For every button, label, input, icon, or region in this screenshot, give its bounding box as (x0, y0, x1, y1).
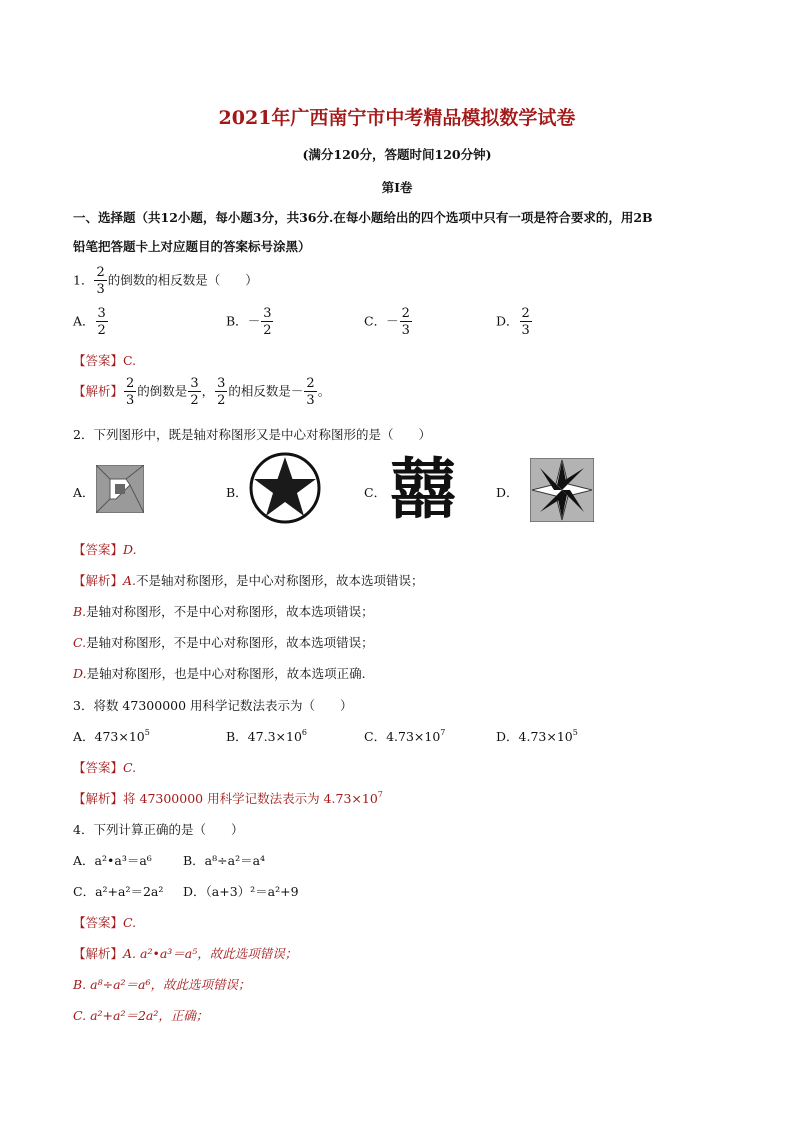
q3-option-d: D．$4.73\times 10^5$ (496, 728, 578, 744)
q1-option-d: D． $\frac{2}{3}$ (496, 306, 530, 338)
q2-analysis-line1: 【解析】A.不是轴对称图形，是中心对称图形，故本选项错误； (73, 573, 424, 588)
q4-option-c: C．a²+a²＝2a² (73, 884, 164, 899)
q2-analysis-line2: B.是轴对称图形，不是中心对称图形，故本选项错误； (73, 604, 374, 619)
pinwheel-square-figure (96, 465, 144, 513)
q4-analysis-line3: C. a²+a²＝2a²，正确； (73, 1008, 209, 1023)
q3-option-b: B．$47.3\times 10^6$ (226, 728, 307, 744)
q4-option-d: D．（a+3）²＝a²+9 (183, 884, 299, 899)
page-title: 2021年广西南宁市中考精品模拟数学试卷 (218, 107, 576, 129)
q3-option-c: C．$4.73\times 10^7$ (364, 728, 446, 744)
q3-analysis: 【解析】将 47300000 用科学记数法表示为 $4.73\times 10^7$ (73, 790, 383, 806)
q4-analysis-line1: 【解析】A. a²•a³＝a⁵，故此选项错误； (73, 946, 298, 961)
eight-point-star-figure (530, 458, 594, 522)
q4-option-a: A．a²•a³＝a⁶ (73, 853, 152, 868)
q1-option-b: B．－ $\frac{3}{2}$ (226, 306, 272, 338)
q2-option-c-label: C． (364, 485, 387, 500)
q1-analysis: 【解析】 $\frac{2}{3}$ 的倒数是 $\frac{3}{2}$ ， $\frac{3}{2}$ 的相反数是－ $\frac{2}{3}$ 。 (73, 376, 331, 408)
q4-answer: 【答案】C. (73, 915, 137, 930)
q1-option-c: C．－ $\frac{2}{3}$ (364, 306, 410, 338)
star-in-circle-figure (248, 451, 322, 525)
double-happiness-figure: 囍 (390, 451, 456, 528)
question-3-stem: 3．将数 47300000 用科学记数法表示为（ ） (73, 698, 353, 713)
volume-heading: 第Ⅰ卷 (381, 180, 413, 195)
section-heading-line1: 一、选择题（共12小题，每小题3分，共36分.在每小题给出的四个选项中只有一项是符合要求的，用2B (73, 210, 653, 225)
q1-option-a: A． $\frac{3}{2}$ (73, 306, 106, 338)
question-1-stem: 1． $\frac{2}{3}$ 的倒数的相反数是（ ） (73, 265, 258, 297)
q3-answer: 【答案】C. (73, 760, 137, 775)
q1-answer: 【答案】C. (73, 353, 137, 368)
q4-option-b: B．a⁸÷a²＝a⁴ (183, 853, 266, 868)
exam-subtitle: (满分120分，答题时间120分钟) (302, 147, 492, 162)
q2-analysis-line4: D.是轴对称图形，也是中心对称图形，故本选项正确. (73, 666, 366, 681)
q2-analysis-line3: C.是轴对称图形，不是中心对称图形，故本选项错误； (73, 635, 374, 650)
q3-option-a: A．$473\times 10^5$ (73, 728, 150, 744)
q2-option-d-label: D． (496, 485, 519, 500)
question-4-stem: 4．下列计算正确的是（ ） (73, 822, 244, 837)
q2-answer: 【答案】D. (73, 542, 137, 557)
q2-option-a-label: A． (73, 485, 95, 500)
question-2-stem: 2．下列图形中，既是轴对称图形又是中心对称图形的是（ ） (73, 427, 431, 442)
q2-option-b-label: B． (226, 485, 248, 500)
fraction: $\frac{2}{3}$ (96, 265, 105, 297)
section-heading-line2: 铅笔把答题卡上对应题目的答案标号涂黑） (73, 239, 311, 254)
q4-analysis-line2: B. a⁸÷a²＝a⁶，故此选项错误； (73, 977, 251, 992)
